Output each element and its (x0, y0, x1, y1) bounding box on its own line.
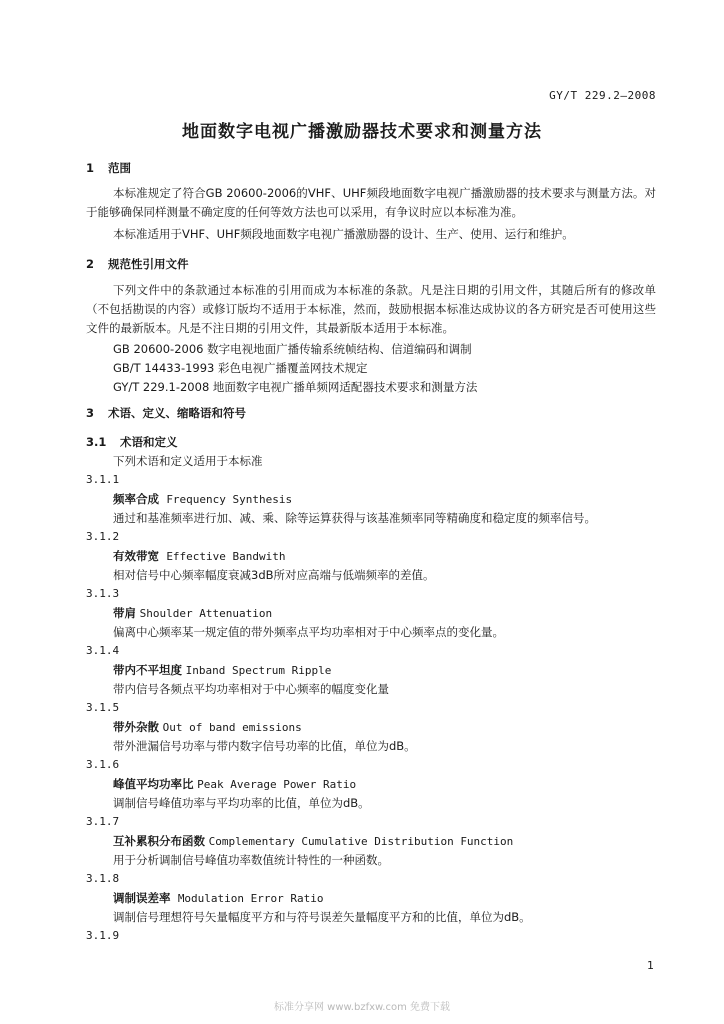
term-number: 3.1.6 (86, 758, 120, 771)
section-number: 3 (86, 406, 95, 420)
term-definition: 通过和基准频率进行加、减、乘、除等运算获得与该基准频率同等精确度和稳定度的频率信号。 (113, 511, 596, 525)
section-title: 范围 (108, 161, 131, 175)
term-number: 3.1.5 (86, 701, 120, 714)
subsection-3-1-heading (86, 434, 178, 450)
term-zh: 带肩 (113, 606, 136, 620)
term-zh: 带内不平坦度 (113, 663, 182, 677)
term-heading (113, 491, 292, 508)
term-definition: 带外泄漏信号功率与带内数字信号功率的比值，单位为dB。 (113, 739, 416, 753)
reference-item: GB 20600-2006 数字电视地面广播传输系统帧结构、信道编码和调制 (113, 342, 472, 356)
section-1-paragraph-2: 本标准适用于VHF、UHF频段地面数字电视广播激励器的设计、生产、使用、运行和维护。 (113, 227, 574, 241)
term-en: Inband Spectrum Ripple (185, 664, 332, 677)
term-heading (113, 890, 324, 907)
term-number: 3.1.3 (86, 587, 120, 600)
term-en: Out of band emissions (162, 721, 302, 734)
section-number: 2 (86, 257, 95, 271)
page-number: 1 (647, 959, 654, 972)
term-heading (113, 776, 356, 793)
subsection-number: 3.1 (86, 435, 107, 449)
term-number: 3.1.7 (86, 815, 120, 828)
term-definition: 用于分析调制信号峰值功率数值统计特性的一种函数。 (113, 853, 389, 867)
term-heading (113, 662, 331, 679)
term-en: Peak Average Power Ratio (197, 778, 357, 791)
term-zh: 带外杂散 (113, 720, 159, 734)
term-zh: 峰值平均功率比 (113, 777, 194, 791)
section-1-heading (86, 160, 131, 176)
reference-item: GY/T 229.1-2008 地面数字电视广播单频网适配器技术要求和测量方法 (113, 380, 478, 394)
term-definition: 调制信号峰值功率与平均功率的比值，单位为dB。 (113, 796, 370, 810)
subsection-intro: 下列术语和定义适用于本标准 (113, 454, 263, 468)
term-number: 3.1.9 (86, 929, 120, 942)
section-number: 1 (86, 161, 95, 175)
term-en: Modulation Error Ratio (177, 892, 324, 905)
term-number: 3.1.8 (86, 872, 120, 885)
term-definition: 带内信号各频点平均功率相对于中心频率的幅度变化量 (113, 682, 389, 696)
term-en: Shoulder Attenuation (139, 607, 273, 620)
term-heading (113, 719, 302, 736)
term-number: 3.1.1 (86, 473, 120, 486)
term-heading (113, 548, 286, 565)
footer-watermark: 标准分享网 www.bzfxw.com 免费下载 (274, 1002, 450, 1013)
reference-item: GB/T 14433-1993 彩色电视广播覆盖网技术规定 (113, 361, 368, 375)
term-zh: 频率合成 (113, 492, 159, 506)
section-title: 术语、定义、缩略语和符号 (108, 406, 246, 420)
section-2-heading (86, 256, 189, 272)
section-title: 规范性引用文件 (108, 257, 189, 271)
term-heading (113, 605, 272, 622)
term-en: Effective Bandwith (166, 550, 286, 563)
term-number: 3.1.2 (86, 530, 120, 543)
term-en: Frequency Synthesis (166, 493, 293, 506)
term-definition: 相对信号中心频率幅度衰减3dB所对应高端与低端频率的差值。 (113, 568, 435, 582)
term-number: 3.1.4 (86, 644, 120, 657)
document-code: GY/T 229.2—2008 (549, 89, 656, 102)
term-heading (113, 833, 513, 850)
term-en: Complementary Cumulative Distribution Function (208, 835, 514, 848)
term-zh: 调制误差率 (113, 891, 171, 905)
term-zh: 互补累积分布函数 (113, 834, 205, 848)
term-zh: 有效带宽 (113, 549, 159, 563)
section-3-heading (86, 405, 246, 421)
section-1-paragraph-1: 本标准规定了符合GB 20600-2006的VHF、UHF频段地面数字电视广播激励器的技术要求与测量方法。对于能够确保同样测量不确定度的任何等效方法也可以采用，有争议时应以本标准为准。 (86, 186, 656, 219)
term-definition: 偏离中心频率某一规定值的带外频率点平均功率相对于中心频率点的变化量。 (113, 625, 504, 639)
document-title: 地面数字电视广播激励器技术要求和测量方法 (182, 122, 542, 142)
section-2-paragraph-1: 下列文件中的条款通过本标准的引用而成为本标准的条款。凡是注日期的引用文件，其随后所有的修改单（不包括勘误的内容）或修订版均不适用于本标准，然而，鼓励根据本标准达成协议的各方研究是否可使用这些文件的最新版本。凡是不注日期的引用文件，其最新版本适用于本标准。 (86, 283, 656, 335)
term-definition: 调制信号理想符号矢量幅度平方和与符号误差矢量幅度平方和的比值，单位为dB。 (113, 910, 531, 924)
subsection-title: 术语和定义 (120, 435, 178, 449)
